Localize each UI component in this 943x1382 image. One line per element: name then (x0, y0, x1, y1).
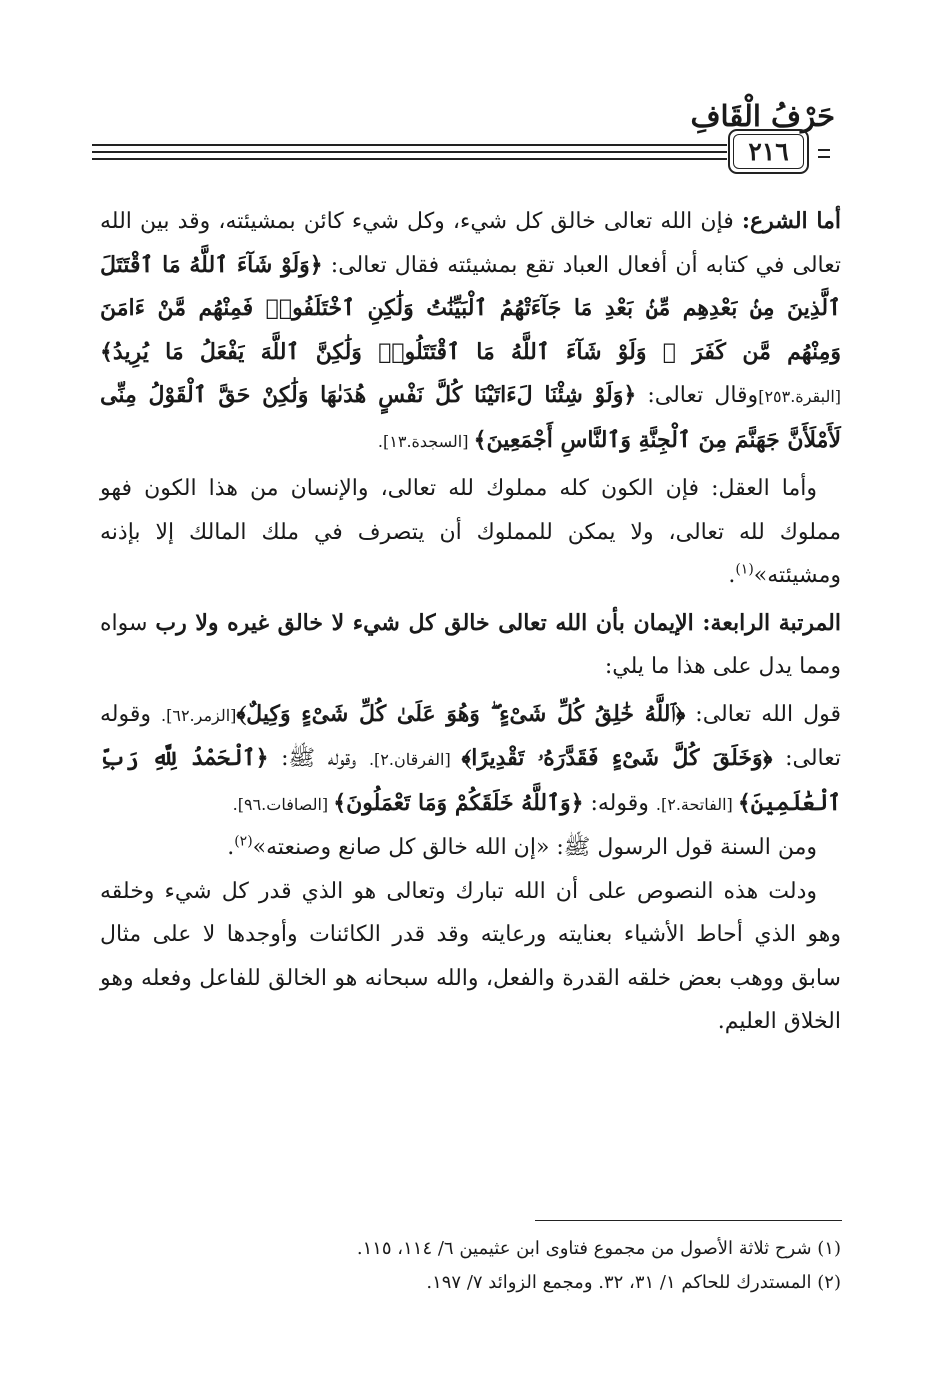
quran-verse: ﴿وَلَوْ شِئْنَا لَءَاتَيْنَا كُلَّ نَفْسٍ هُدَىٰهَا وَلَٰكِنْ حَقَّ ٱلْقَوْلُ مِنِّى لَأَمْلَأَنَّ جَهَنَّمَ مِنَ ٱلْجِنَّةِ وَٱلنَّاسِ أَجْمَعِينَ﴾ (100, 382, 841, 453)
header-rule-short (818, 149, 830, 151)
quran-verse: ﴿ٱللَّهُ خَٰلِقُ كُلِّ شَىْءٍ ۖ وَهُوَ عَلَىٰ كُلِّ شَىْءٍ وَكِيلٌ﴾ (236, 700, 686, 727)
footnotes (100, 1232, 841, 1300)
verse-reference: [الفاتحة.٢]. (655, 794, 738, 814)
paragraph-lead: المرتبة الرابعة: الإيمان بأن الله تعالى خالق كل شيء لا خالق غيره ولا رب (155, 609, 841, 636)
paragraph-text: وقوله ﷺ: (268, 746, 369, 771)
chapter-title: حَرْفُ الْقَافِ (690, 99, 835, 133)
paragraph-text: فإن الله تعالى خالق كل شيء، وكل شيء كائن بمشيئته، وقد بين الله تعالى في كتابه أن أفعال العباد تقع بمشيئته فقال تعالى: (100, 209, 841, 278)
verse-reference: [الصافات.٩٦]. (232, 794, 334, 814)
header-rule (92, 151, 727, 153)
verse-reference: [السجدة.١٣]. (377, 431, 474, 451)
punctuation: . (728, 563, 736, 588)
footnote-item: (١) شرح ثلاثة الأصول من مجموع فتاوى ابن عثيمين ٦/ ١١٤، ١١٥. (356, 1238, 841, 1259)
footnote-marker[interactable]: (٢) (234, 833, 253, 850)
header-rule-short (818, 156, 830, 158)
paragraph-text: قول الله تعالى: (685, 701, 841, 727)
page-number: ٢١٦ (748, 137, 789, 166)
verse-reference: [البقرة.٢٥٣] (758, 387, 841, 406)
paragraph-shariah (100, 200, 841, 463)
paragraph-fourth-level (100, 602, 841, 689)
page-number-frame (728, 129, 809, 174)
header-rule (92, 144, 727, 146)
paragraph-conclusion (100, 870, 841, 1044)
paragraph-text: وقوله: (583, 790, 656, 816)
paragraph-text: وقال تعالى: (636, 383, 759, 408)
footnote-separator (535, 1220, 842, 1221)
quran-verse: ﴿وَٱللَّهُ خَلَقَكُمْ وَمَا تَعْمَلُونَ﴾ (333, 789, 584, 816)
header-rule (92, 158, 727, 160)
footnote-item: (٢) المستدرك للحاكم ١/ ٣١، ٣٢. ومجمع الزوائد ٧/ ١٩٧. (426, 1272, 841, 1293)
verse-reference: [الزمر.٦٢]. (161, 705, 237, 725)
quran-verse: ﴿وَخَلَقَ كُلَّ شَىْءٍ فَقَدَّرَهُۥ تَقْدِيرًا﴾ (461, 745, 773, 771)
quran-verse: ﴿ٱلْحَمْدُ لِلَّهِ رَبِّ ٱلْعَٰلَمِينَ﴾ (100, 745, 841, 816)
paragraph-evidence (100, 693, 841, 827)
paragraph-text: وأما العقل: فإن الكون كله مملوك لله تعالى، والإنسان من هذا الكون فهو مملوك لله تعالى، ولا يمكن للمملوك أن يتصرف في ملك المالك إلا بإذنه ومشيئته» (100, 476, 841, 588)
punctuation: . (227, 835, 235, 860)
paragraph-reason (100, 467, 841, 598)
verse-reference: [الفرقان.٢]. (368, 750, 462, 769)
paragraph-text: ومن السنة قول الرسول ﷺ: «إن الله خالق كل صانع وصنعته» (252, 835, 817, 860)
paragraph-text: وقوله تعالى: (100, 701, 841, 771)
quran-verse: ﴿وَلَوْ شَآءَ ٱللَّهُ مَا ٱقْتَتَلَ ٱلَّذِينَ مِنۢ بَعْدِهِم مِّنۢ بَعْدِ مَا جَآءَتْهُمُ ٱلْبَيِّنَٰتُ وَلَٰكِنِ ٱخْتَلَفُوا۟ فَمِنْهُم مَّنْ ءَامَنَ وَمِنْهُم مَّن كَفَرَ ۚ وَلَوْ شَآءَ ٱللَّهُ مَا ٱقْتَتَلُوا۟ وَلَٰكِنَّ ٱللَّهَ يَفْعَلُ مَا يُرِيدُ﴾ (100, 251, 841, 365)
paragraph-sunnah (100, 826, 841, 870)
page-body (100, 200, 841, 1044)
paragraph-text: سواه ومما يدل على هذا ما يلي: (100, 610, 841, 679)
paragraph-lead: أما الشرع: (741, 208, 842, 234)
paragraph-text: ودلت هذه النصوص على أن الله تبارك وتعالى هو الذي قدر كل شيء وخلقه وهو الذي أحاط الأشياء بعنايته ورعايته وقد قدر الكائنات وأوجدها لا على مثال سابق ووهب بعض خلقه القدرة والفعل، والله سبحانه هو الخالق للفاعل وفعله وهو الخلاق العليم. (100, 878, 841, 1034)
footnote-marker[interactable]: (١) (735, 561, 754, 578)
